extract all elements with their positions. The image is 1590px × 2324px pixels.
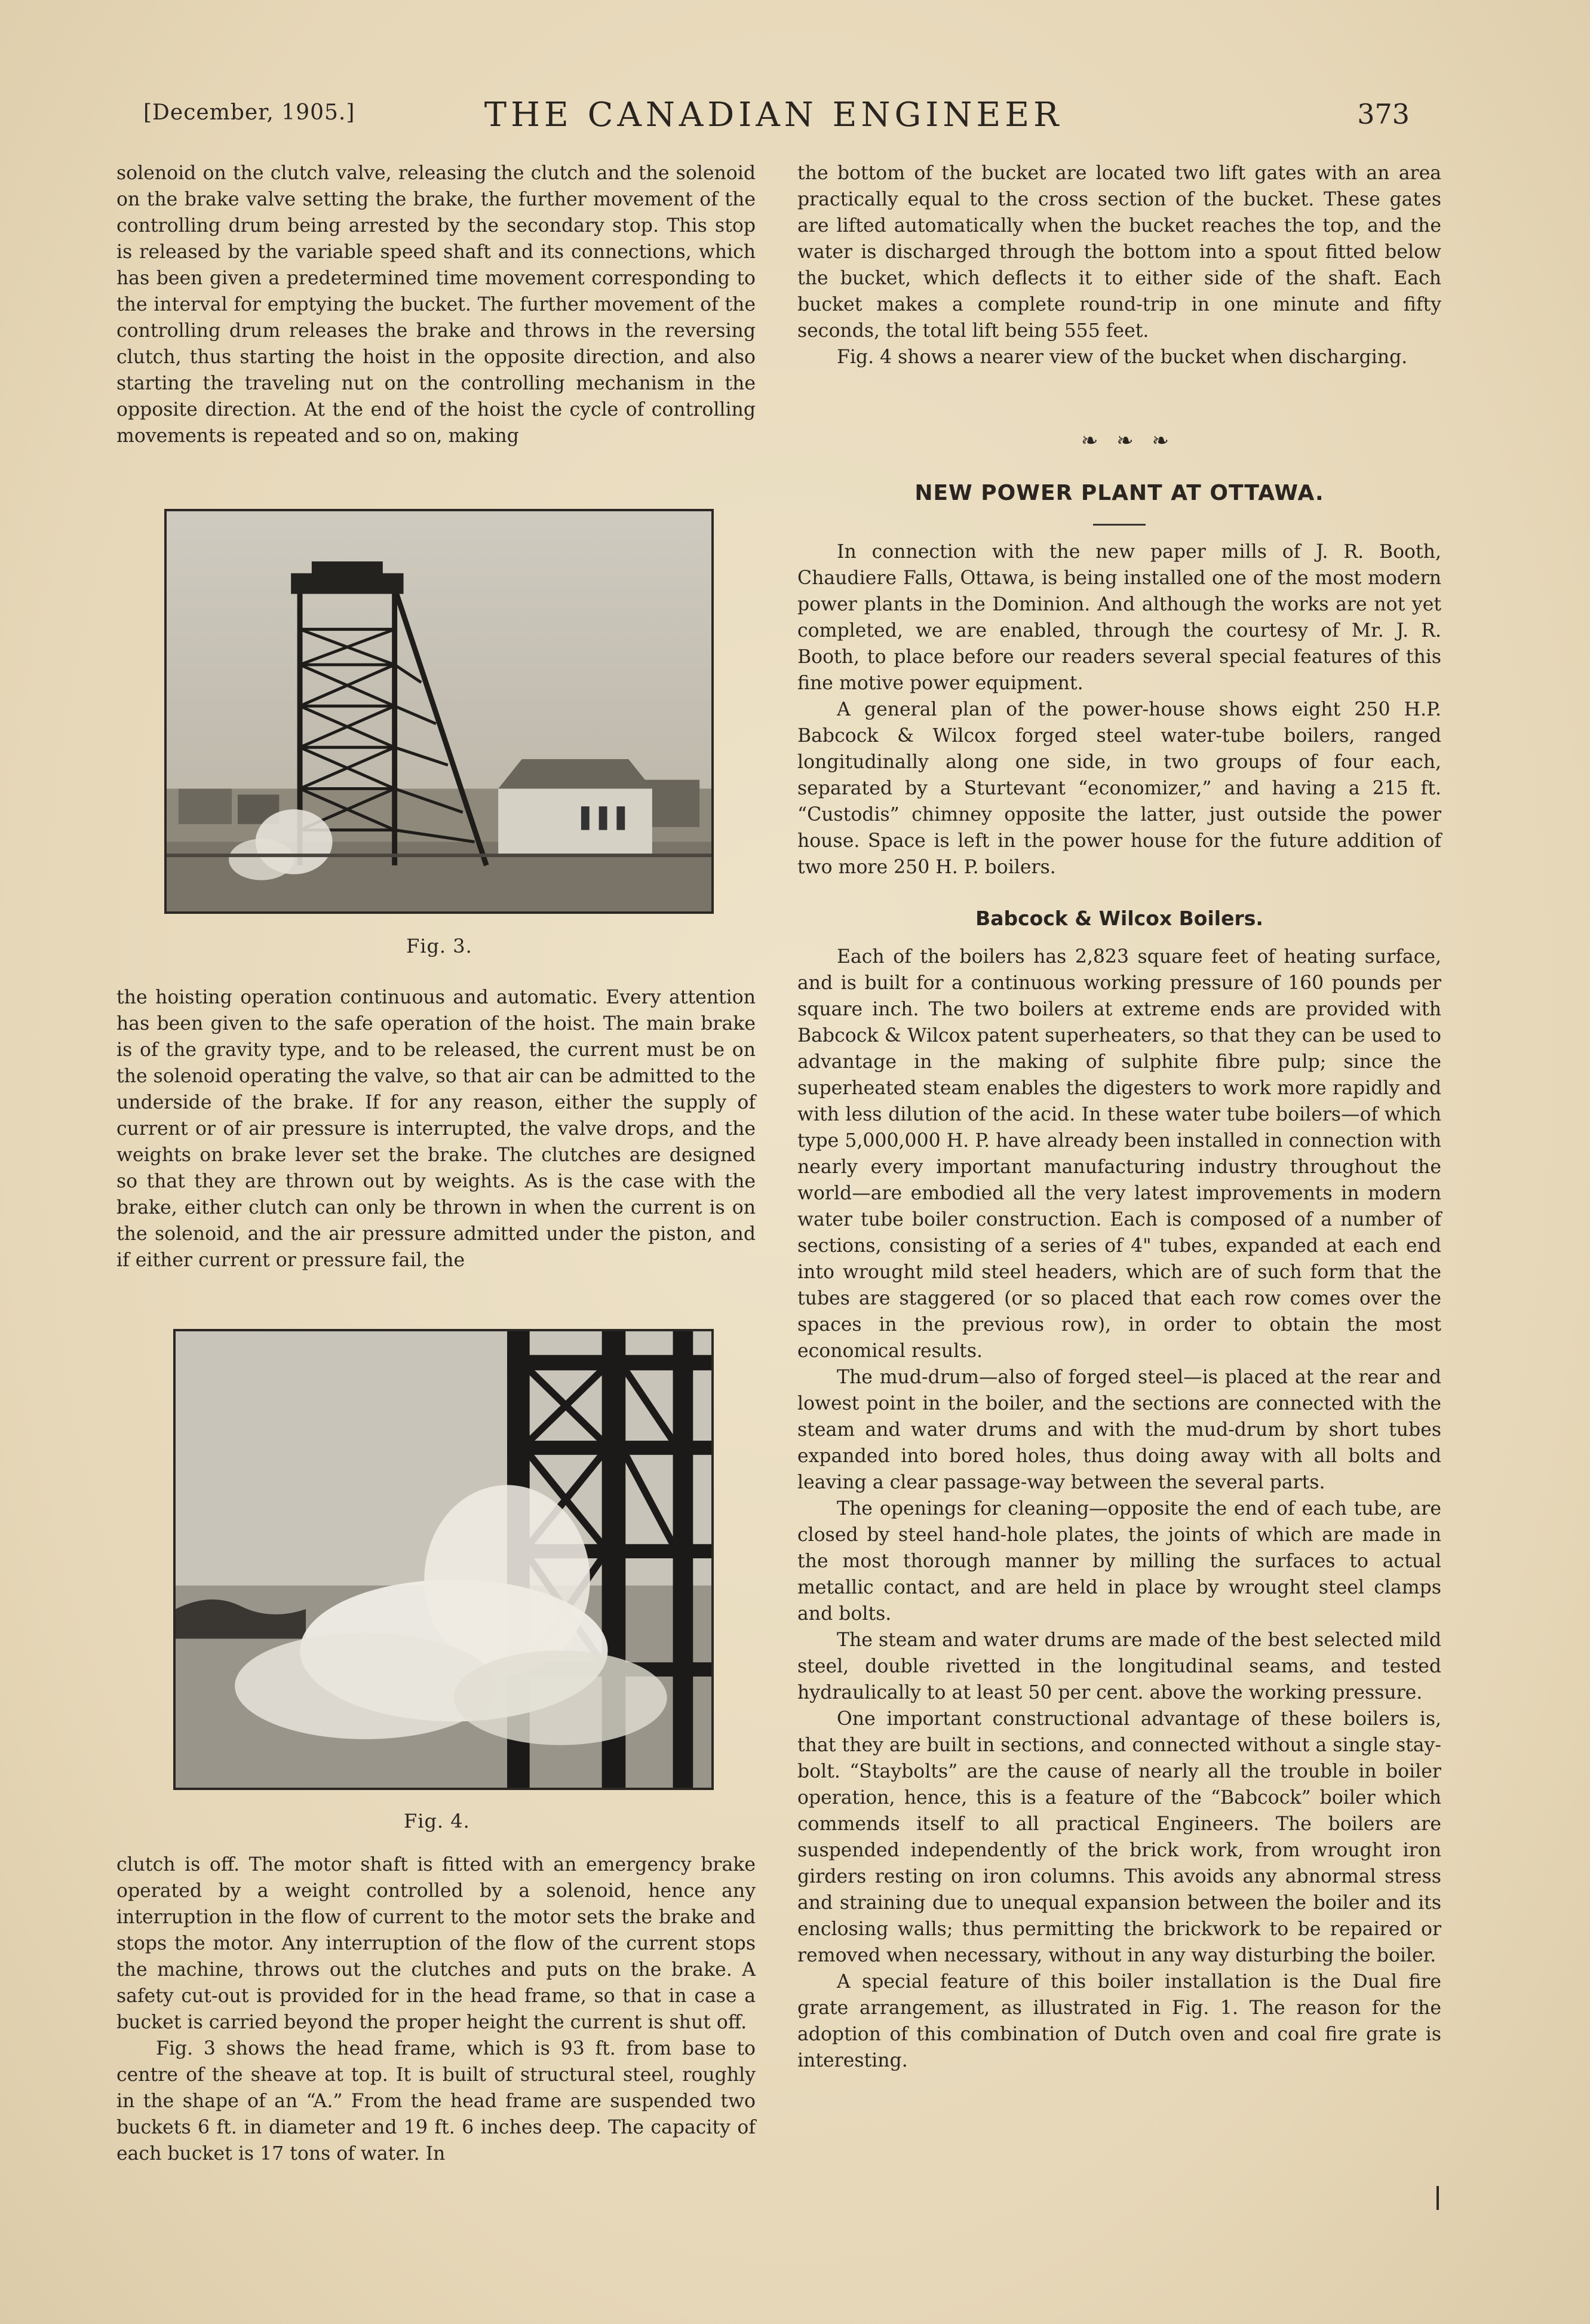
right-column-block-1: [797, 160, 1441, 370]
left-column-block-2: [116, 984, 756, 1273]
paragraph: Each of the boilers has 2,823 square feet of heating surface, and is built for a continuous working pressure of 160 pounds per square inch. The two boilers at extreme ends are provided with Babcock & Wilcox patent superheaters, so that they can be used to advantage in the making of sulphite fibre pulp; since the superheated steam enables the digesters to work more rapidly and with less dilution of the acid. In these water tube boilers—of which type 5,000,000 H. P. have already been installed in connection with nearly every important manufacturing industry throughout the world—are embodied all the very latest improvements in modern water tube boiler construction. Each is composed of a number of sections, consisting of a series of 4" tubes, expanded at each end into wrought mild steel headers, which are of such form that the tubes are staggered (or so placed that each row comes over the spaces in the previous row), in order to obtain the most economical results.: [797, 946, 1441, 1362]
paragraph: clutch is off. The motor shaft is fitted with an emergency brake operated by a weight controlled by a solenoid, hence any interruption in the flow of current to the motor sets the brake and stops the motor. Any interruption of the flow of the current stops the machine, throws out the clutches and puts on the brake. A safety cut-out is provided for in the head frame, so that in case a bucket is carried beyond the proper height the current is shut off.: [116, 1854, 756, 2033]
paragraph: One important constructional advantage of these boilers is, that they are built in sections, and connected without a single stay-bolt. “Staybolts” are the cause of nearly all the trouble in boiler operation, hence, this is a feature of the “Babcock” boiler which commends itself to all practical Engineers. The boilers are suspended independently of the brick work, from wrought iron girders resting on iron columns. This avoids any abnormal stress and straining due to unequal expansion between the boiler and its enclosing walls; thus permitting the brickwork to be repaired or removed when necessary, without in any way disturbing the boiler.: [797, 1708, 1441, 1966]
title-rule: [1093, 524, 1146, 526]
right-column-intro: [797, 539, 1441, 880]
figure-4-bucket-discharge-photo: [173, 1329, 714, 1790]
left-column-block-3: [116, 1852, 756, 2167]
paragraph: solenoid on the clutch valve, releasing the clutch and the solenoid on the brake valve setting the brake, the further movement of the controlling drum being arrested by the secondary stop. This stop is released by the variable speed shaft and its connections, which has been given a predetermined time movement corresponding to the interval for emptying the bucket. The further movement of the controlling drum releases the brake and throws in the reversing clutch, thus starting the hoist in the opposite direction, and also starting the traveling nut on the controlling mechanism in the opposite direction. At the end of the hoist the cycle of controlling movements is repeated and so on, making: [116, 162, 756, 447]
figure-3-head-frame-photo: [164, 509, 714, 914]
page-number: 373: [1357, 98, 1410, 130]
section-subheading: Babcock & Wilcox Boilers.: [975, 907, 1263, 930]
right-column-boilers-section: [797, 944, 1441, 2074]
figure-3-caption: Fig. 3.: [406, 935, 472, 957]
paragraph: The mud-drum—also of forged steel—is placed at the rear and lowest point in the boiler, and the sections are connected with the steam and water drums and with the mud-drum by short tubes expanded into bored holes, thus doing away with all bolts and leaving a clear passage-way between the several parts.: [797, 1367, 1441, 1493]
section-ornament: ❧ ❧ ❧: [1081, 429, 1175, 453]
paragraph: The openings for cleaning—opposite the end of each tube, are closed by steel hand-hole plates, the joints of which are made in the most thorough manner by milling the surfaces to actual metallic contact, and are held in place by wrought steel clamps and bolts.: [797, 1498, 1441, 1625]
issue-date: [December, 1905.]: [143, 100, 355, 125]
paragraph: Fig. 3 shows the head frame, which is 93 ft. from base to centre of the sheave at top. It is built of structural steel, roughly in the shape of an “A.” From the head frame are suspended two buckets 6 ft. in diameter and 19 ft. 6 inches deep. The capacity of each bucket is 17 tons of water. In: [116, 2038, 756, 2165]
paragraph: the hoisting operation continuous and automatic. Every attention has been given to the safe operation of the hoist. The main brake is of the gravity type, and to be released, the current must be on the solenoid operating the valve, so that air can be admitted to the underside of the brake. If for any reason, either the supply of current or of air pressure is interrupted, the valve drops, and the weights on brake lever set the brake. The clutches are designed so that they are thrown out by weights. As is the case with the brake, either clutch can only be thrown in when the current is on the solenoid, and the air pressure admitted under the piston, and if either current or pressure fail, the: [116, 987, 756, 1271]
paragraph: A special feature of this boiler installation is the Dual fire grate arrangement, as illustrated in Fig. 1. The reason for the adoption of this combination of Dutch oven and coal fire grate is interesting.: [797, 1971, 1441, 2071]
paragraph: the bottom of the bucket are located two lift gates with an area practically equal to the cross section of the bucket. These gates are lifted automatically when the bucket reaches the top, and the water is discharged through the bottom into a spout fitted below the bucket, which deflects it to either side of the shaft. Each bucket makes a complete round-trip in one minute and fifty seconds, the total lift being 555 feet.: [797, 162, 1441, 342]
margin-mark: [1436, 2186, 1439, 2210]
paragraph: A general plan of the power-house shows eight 250 H.P. Babcock & Wilcox forged steel water-tube boilers, ranged longitudinally along one side, in two groups of four each, separated by a Sturtevant “economizer,” and having a 215 ft. “Custodis” chimney opposite the latter, just outside the power house. Space is left in the power house for the future addition of two more 250 H. P. boilers.: [797, 699, 1441, 878]
article-title: NEW POWER PLANT AT OTTAWA.: [914, 481, 1324, 505]
paragraph: Fig. 4 shows a nearer view of the bucket when discharging.: [837, 346, 1408, 368]
publication-title: THE CANADIAN ENGINEER: [484, 96, 1063, 134]
paragraph: The steam and water drums are made of the best selected mild steel, double rivetted in the longitudinal seams, and tested hydraulically to at least 50 per cent. above the working pressure.: [797, 1629, 1441, 1703]
page-header: [137, 90, 1410, 143]
figure-4-caption: Fig. 4.: [404, 1810, 470, 1832]
left-column-block-1: [116, 160, 756, 449]
paragraph: In connection with the new paper mills of J. R. Booth, Chaudiere Falls, Ottawa, is being installed one of the most modern power plants in the Dominion. And although the works are not yet completed, we are enabled, through the courtesy of Mr. J. R. Booth, to place before our readers several special features of this fine motive power equipment.: [797, 541, 1441, 694]
